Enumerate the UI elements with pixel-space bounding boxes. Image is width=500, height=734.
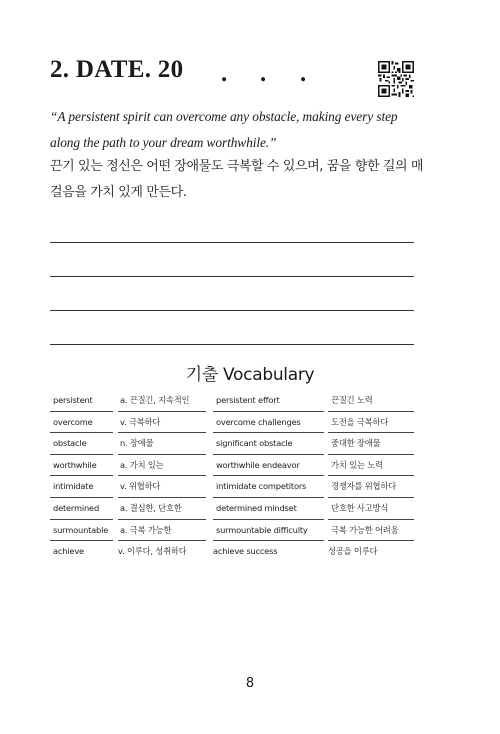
quote-english: “A persistent spirit can overcome any obstacle, making every step along the path to your dream worthwhile.” [50, 109, 398, 150]
vocab-word: obstacle [50, 433, 113, 455]
vocabulary-table [50, 390, 414, 563]
page-number: 8 [245, 676, 255, 691]
vocab-meaning: v. 이루다, 성취하다 [118, 546, 187, 557]
writing-line [50, 276, 414, 277]
vocab-phrase-meaning: 가치 있는 노력 [328, 455, 414, 477]
vocab-phrase-meaning: 끈질긴 노력 [328, 390, 414, 412]
vocabulary-heading: 기출 Vocabulary [185, 365, 315, 385]
date-dot-3: . [300, 60, 307, 87]
vocab-phrase-meaning: 극복 가능한 어려움 [328, 520, 414, 542]
vocab-meaning: a. 끈질긴, 지속적인 [118, 390, 206, 412]
vocab-meaning: v. 극복하다 [118, 412, 206, 434]
vocab-word: overcome [50, 412, 113, 434]
date-title: 2. DATE. 20 [50, 56, 184, 83]
vocab-phrase: intimidate competitors [213, 476, 324, 498]
vocab-phrase-meaning: 도전을 극복하다 [328, 412, 414, 434]
vocab-phrase-meaning: 중대한 장애물 [328, 433, 414, 455]
date-dots [0, 60, 500, 90]
vocab-meaning: n. 장애물 [118, 433, 206, 455]
vocab-phrase: determined mindset [213, 498, 324, 520]
date-dot-2: . [260, 60, 267, 87]
vocab-meaning: a. 결심한, 단호한 [118, 498, 206, 520]
vocab-word: determined [50, 498, 113, 520]
vocab-row [50, 390, 414, 412]
vocab-word: worthwhile [50, 455, 113, 477]
vocab-phrase: significant obstacle [213, 433, 324, 455]
vocab-row [50, 433, 414, 455]
vocab-phrase: surmountable difficulty [213, 520, 324, 542]
vocab-phrase-meaning: 경쟁자를 위협하다 [328, 476, 414, 498]
vocab-phrase-meaning: 성공을 이루다 [328, 546, 378, 557]
vocab-phrase: overcome challenges [213, 412, 324, 434]
qr-code-icon [378, 61, 414, 97]
quote-korean: 끈기 있는 정신은 어떤 장애물도 극복할 수 있으며, 꿈을 향한 길의 매 걸음을 가치 있게 만든다. [50, 159, 424, 200]
vocab-word: intimidate [50, 476, 113, 498]
date-dot-1: . [221, 60, 228, 87]
vocab-phrase: achieve success [213, 546, 278, 557]
vocab-phrase: persistent effort [213, 390, 324, 412]
vocab-row [50, 541, 414, 563]
vocab-meaning: a. 극복 가능한 [118, 520, 206, 542]
writing-line [50, 310, 414, 311]
vocab-word: achieve [53, 546, 84, 557]
vocab-row [50, 412, 414, 434]
vocab-phrase-meaning: 단호한 사고방식 [328, 498, 414, 520]
vocab-row [50, 476, 414, 498]
vocab-row [50, 520, 414, 542]
vocab-word: persistent [50, 390, 113, 412]
writing-line [50, 344, 414, 345]
vocab-row [50, 498, 414, 520]
vocab-meaning: a. 가치 있는 [118, 455, 206, 477]
vocab-word: surmountable [50, 520, 113, 542]
writing-line [50, 242, 414, 243]
vocab-phrase: worthwhile endeavor [213, 455, 324, 477]
vocab-row [50, 455, 414, 477]
vocab-meaning: v. 위협하다 [118, 476, 206, 498]
